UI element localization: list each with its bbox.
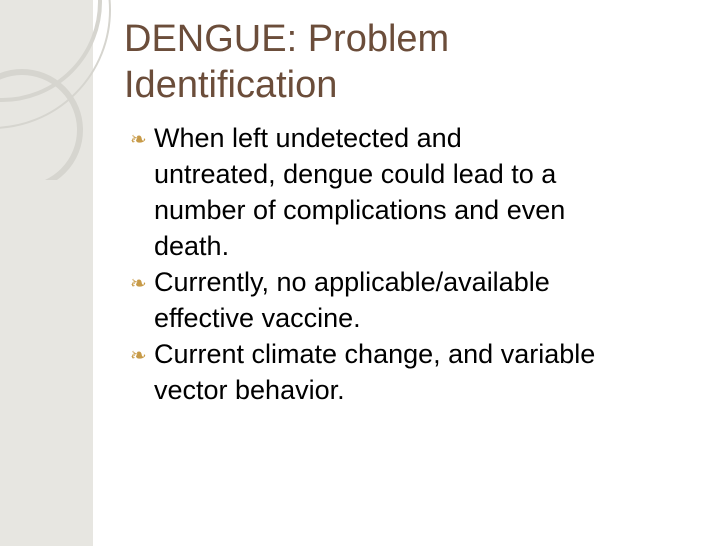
bullet-text: Currently, no applicable/available	[154, 267, 550, 297]
bullet-item	[130, 336, 720, 408]
bullet-text: untreated, dengue could lead to a	[154, 159, 557, 189]
slide-title	[124, 16, 684, 108]
bullet-text: death.	[154, 231, 230, 261]
bullet-text: number of complications and even	[154, 195, 566, 225]
bullet-item	[130, 120, 720, 264]
title-line: Identification	[124, 64, 338, 106]
bullet-text: When left undetected and	[154, 123, 462, 153]
bullet-text: vector behavior.	[154, 375, 345, 405]
bullet-icon: ❧	[130, 129, 147, 151]
title-line: DENGUE: Problem	[124, 18, 450, 60]
bullet-item	[130, 264, 720, 336]
bullet-text: effective vaccine.	[154, 303, 361, 333]
bullet-list	[130, 120, 720, 408]
bullet-icon: ❧	[130, 345, 147, 367]
bullet-icon: ❧	[130, 273, 147, 295]
bullet-text: Current climate change, and variable	[154, 339, 596, 369]
